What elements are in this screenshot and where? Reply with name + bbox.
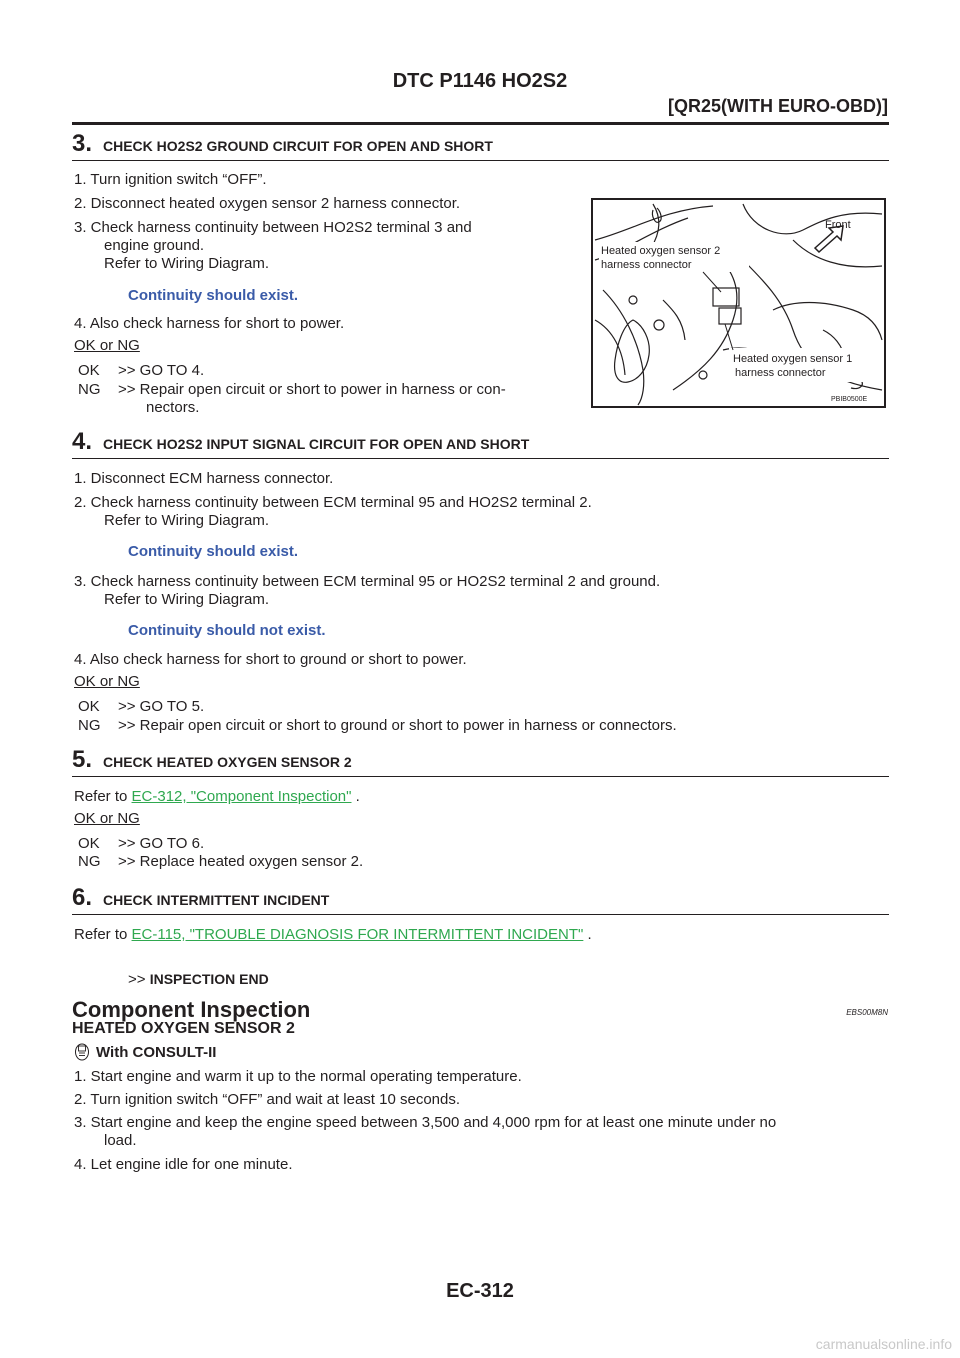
page-title: DTC P1146 HO2S2: [392, 70, 568, 92]
inspection-end: [128, 969, 269, 990]
step-6-number: 6.: [72, 884, 93, 911]
end-text: INSPECTION END: [149, 971, 269, 987]
step-4-title: CHECK HO2S2 INPUT SIGNAL CIRCUIT FOR OPEN AND SHORT: [103, 436, 530, 452]
header-rule: [72, 122, 889, 125]
refer-prefix: Refer to: [74, 788, 132, 805]
consult-tool-icon: [74, 1043, 90, 1061]
component-step-3: 3. Start engine and keep the engine speed between 3,500 and 4,000 rpm for at least one minute under no: [74, 1114, 777, 1131]
consult-mode-label: With CONSULT-II: [96, 1043, 217, 1061]
step-6-refer: [74, 925, 592, 945]
step-3-item-3: 3. Check harness continuity between HO2S2 terminal 3 and: [74, 219, 472, 236]
ok-key: OK: [78, 698, 100, 715]
connector-location-figure: [591, 198, 886, 408]
ng-key: NG: [78, 717, 101, 734]
ok-key: OK: [78, 362, 100, 379]
end-arrow: >>: [128, 971, 146, 988]
component-step-1: 1. Start engine and warm it up to the normal operating temperature.: [74, 1068, 522, 1085]
step-3-ok-ng: OK or NG: [74, 337, 140, 354]
step-3-ok-row: [78, 361, 204, 381]
step-3-continuity-note: Continuity should exist.: [128, 287, 299, 304]
step-5-ok-ng: OK or NG: [74, 810, 140, 827]
step-5-ng-row: [78, 852, 363, 872]
figure-label-ho2s2-connector: harness connector: [601, 259, 692, 271]
component-step-2: 2. Turn ignition switch “OFF” and wait at least 10 seconds.: [74, 1091, 461, 1108]
step-4-ok-ng: OK or NG: [74, 673, 140, 690]
intermittent-incident-link[interactable]: EC-115, "TROUBLE DIAGNOSIS FOR INTERMITTENT INCIDENT": [131, 926, 584, 943]
figure-label-ho2s1: Heated oxygen sensor 1: [733, 353, 853, 365]
step-6-rule: [72, 914, 889, 915]
step-3-number: 3.: [72, 130, 93, 157]
figure-code: PBIB0500E: [831, 396, 868, 403]
component-inspection-title: Component Inspection: [72, 997, 311, 1022]
step-4-ok-row: [78, 697, 204, 717]
step-4-item-2-refer: Refer to Wiring Diagram.: [104, 512, 270, 529]
step-4-item-2: 2. Check harness continuity between ECM terminal 95 and HO2S2 terminal 2.: [74, 494, 592, 511]
engine-bay-illustration: [593, 200, 884, 406]
step-4-item-3: 3. Check harness continuity between ECM terminal 95 or HO2S2 terminal 2 and ground.: [74, 573, 661, 590]
step-4-rule: [72, 458, 889, 459]
step-5-refer: [74, 787, 360, 807]
ng-key: NG: [78, 381, 101, 398]
page-number: EC-312: [446, 1280, 514, 1302]
step-4-ng-row: [78, 716, 677, 736]
ok-value: >> GO TO 6.: [118, 835, 205, 852]
page-subtitle: [QR25(WITH EURO-OBD)]: [668, 96, 888, 116]
ok-value: >> GO TO 4.: [118, 362, 205, 379]
step-5-ok-row: [78, 834, 204, 854]
step-3-ng-cont: nectors.: [146, 399, 200, 416]
step-4-number: 4.: [72, 428, 93, 455]
watermark: carmanualsonline.info: [815, 1336, 952, 1352]
figure-label-ho2s1-connector: harness connector: [735, 367, 826, 379]
step-5-rule: [72, 776, 889, 777]
figure-label-ho2s2: Heated oxygen sensor 2: [601, 245, 721, 257]
refer-suffix: .: [351, 788, 360, 805]
ng-value: >> Replace heated oxygen sensor 2.: [118, 853, 364, 870]
step-3-item-3-cont: engine ground.: [104, 237, 205, 254]
step-5-title: CHECK HEATED OXYGEN SENSOR 2: [103, 754, 352, 770]
step-3-item-1: 1. Turn ignition switch “OFF”.: [74, 171, 267, 188]
step-3-title: CHECK HO2S2 GROUND CIRCUIT FOR OPEN AND SHORT: [103, 138, 493, 154]
consult-mode-row: [74, 1043, 216, 1061]
ng-value: >> Repair open circuit or short to power in harness or con-: [118, 381, 506, 398]
component-inspection-link[interactable]: EC-312, "Component Inspection": [131, 788, 352, 805]
refer-prefix: Refer to: [74, 926, 132, 943]
step-3-rule: [72, 160, 889, 161]
refer-suffix: .: [583, 926, 592, 943]
ng-key: NG: [78, 853, 101, 870]
ok-key: OK: [78, 835, 100, 852]
component-code: EBS00M8N: [846, 1008, 888, 1017]
ng-value: >> Repair open circuit or short to ground or short to power in harness or connectors.: [118, 717, 677, 734]
section-title: HEATED OXYGEN SENSOR 2: [72, 1020, 295, 1037]
step-4-item-4: 4. Also check harness for short to ground or short to power.: [74, 651, 467, 668]
component-step-3-cont: load.: [104, 1132, 137, 1149]
figure-front-label: Front: [825, 219, 851, 231]
step-3-item-4: 4. Also check harness for short to power.: [74, 315, 345, 332]
step-6-title: CHECK INTERMITTENT INCIDENT: [103, 892, 330, 908]
ok-value: >> GO TO 5.: [118, 698, 205, 715]
step-3-item-3-refer: Refer to Wiring Diagram.: [104, 255, 270, 272]
step-5-number: 5.: [72, 746, 93, 773]
step-4-item-3-refer: Refer to Wiring Diagram.: [104, 591, 270, 608]
step-4-continuity-note-2: Continuity should not exist.: [128, 622, 326, 639]
step-3-item-2: 2. Disconnect heated oxygen sensor 2 harness connector.: [74, 195, 461, 212]
step-3-ng-row: [78, 380, 506, 400]
component-step-4: 4. Let engine idle for one minute.: [74, 1156, 293, 1173]
step-4-continuity-note-1: Continuity should exist.: [128, 543, 299, 560]
step-4-item-1: 1. Disconnect ECM harness connector.: [74, 470, 334, 487]
